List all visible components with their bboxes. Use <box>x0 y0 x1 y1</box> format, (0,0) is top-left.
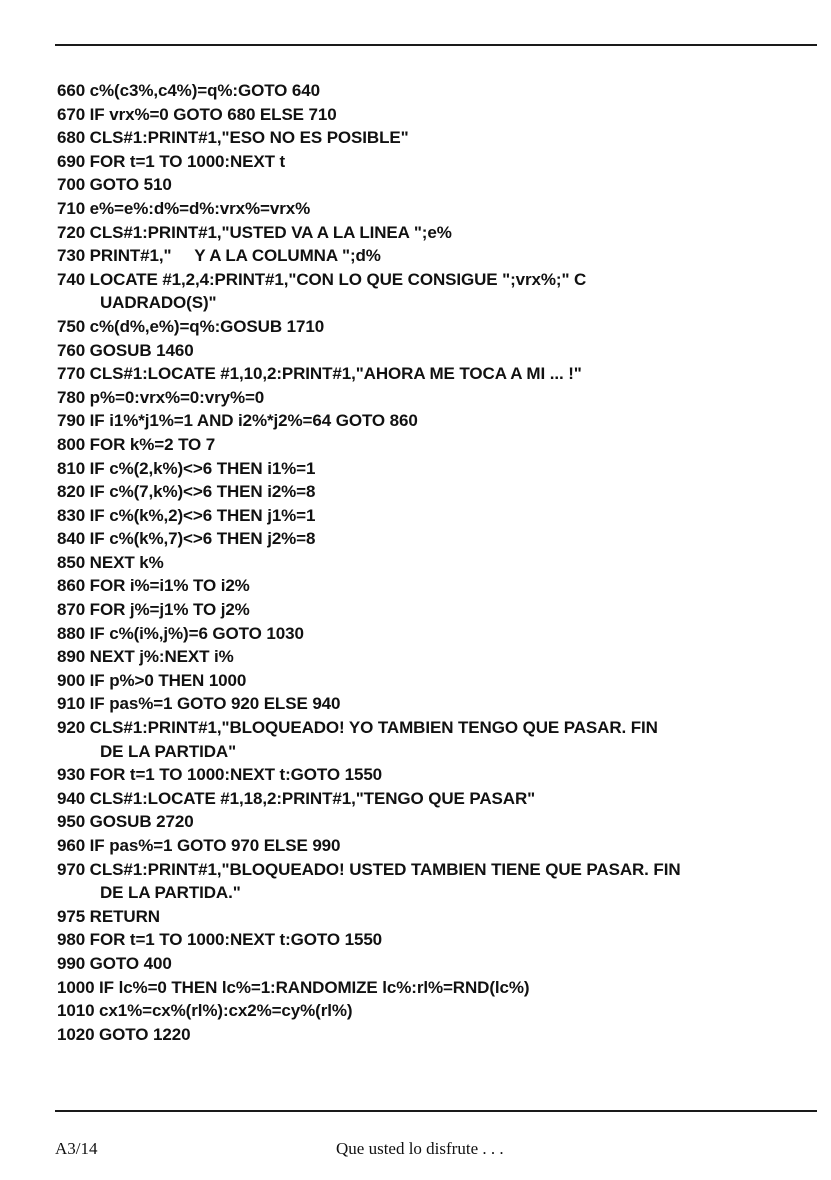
code-line <box>57 834 822 858</box>
code-line-text: 800 FOR k%=2 TO 7 <box>57 434 216 454</box>
code-line <box>57 79 822 103</box>
code-line <box>57 480 822 504</box>
code-line-text: 720 CLS#1:PRINT#1,"USTED VA A LA LINEA ";e% <box>57 222 452 242</box>
code-line-text: 980 FOR t=1 TO 1000:NEXT t:GOTO 1550 <box>57 930 383 950</box>
code-line-text: 820 IF c%(7,k%)<>6 THEN i2%=8 <box>57 482 316 502</box>
code-line-text: 870 FOR j%=j1% TO j2% <box>57 600 250 620</box>
code-line-text: 1000 IF lc%=0 THEN lc%=1:RANDOMIZE lc%:rl%=RND(lc%) <box>57 977 530 997</box>
code-line-text: 730 PRINT#1," Y A LA COLUMNA ";d% <box>57 246 381 266</box>
code-line <box>57 928 822 952</box>
code-line <box>57 810 822 834</box>
code-line-text: 930 FOR t=1 TO 1000:NEXT t:GOTO 1550 <box>57 765 383 785</box>
code-line <box>57 126 822 150</box>
code-line-continuation: DE LA PARTIDA" <box>100 741 237 761</box>
basic-code-listing <box>57 79 822 1046</box>
code-line <box>57 1023 822 1047</box>
code-line-text: 1010 cx1%=cx%(rl%):cx2%=cy%(rl%) <box>57 1001 353 1021</box>
code-line <box>57 622 822 646</box>
code-line-text: 780 p%=0:vrx%=0:vry%=0 <box>57 387 265 407</box>
code-line-text: 975 RETURN <box>57 906 160 926</box>
code-line-text: 880 IF c%(i%,j%)=6 GOTO 1030 <box>57 623 304 643</box>
code-line-text: 950 GOSUB 2720 <box>57 812 194 832</box>
code-line-text: 940 CLS#1:LOCATE #1,18,2:PRINT#1,"TENGO QUE PASAR" <box>57 788 536 808</box>
code-line <box>57 103 822 127</box>
code-line <box>57 551 822 575</box>
code-line-text: 1020 GOTO 1220 <box>57 1024 191 1044</box>
code-line <box>57 433 822 457</box>
code-line-text: 910 IF pas%=1 GOTO 920 ELSE 940 <box>57 694 341 714</box>
code-line-text: 890 NEXT j%:NEXT i% <box>57 647 234 667</box>
code-line <box>57 787 822 811</box>
code-line <box>57 574 822 598</box>
code-line-continuation: UADRADO(S)" <box>100 293 217 313</box>
code-line <box>57 716 822 763</box>
header-rule <box>55 44 817 46</box>
code-line <box>57 221 822 245</box>
code-line <box>57 976 822 1000</box>
code-line-text: 900 IF p%>0 THEN 1000 <box>57 670 247 690</box>
code-line <box>57 692 822 716</box>
code-line <box>57 952 822 976</box>
code-line-text: 830 IF c%(k%,2)<>6 THEN j1%=1 <box>57 505 316 525</box>
code-line-text: 840 IF c%(k%,7)<>6 THEN j2%=8 <box>57 529 316 549</box>
code-line-text: 710 e%=e%:d%=d%:vrx%=vrx% <box>57 198 311 218</box>
code-line <box>57 197 822 221</box>
footer-tagline: Que usted lo disfrute . . . <box>336 1139 504 1158</box>
code-line-continuation: DE LA PARTIDA." <box>100 883 241 903</box>
code-line-text: 850 NEXT k% <box>57 552 164 572</box>
code-line-text: 680 CLS#1:PRINT#1,"ESO NO ES POSIBLE" <box>57 128 409 148</box>
code-line <box>57 244 822 268</box>
code-line <box>57 409 822 433</box>
code-line-text: 660 c%(c3%,c4%)=q%:GOTO 640 <box>57 81 320 100</box>
code-line-text: 760 GOSUB 1460 <box>57 340 194 360</box>
code-line <box>57 386 822 410</box>
code-line-text: 690 FOR t=1 TO 1000:NEXT t <box>57 151 286 171</box>
code-line <box>57 645 822 669</box>
code-line <box>57 858 822 905</box>
code-line <box>57 504 822 528</box>
code-line <box>57 999 822 1023</box>
code-line <box>57 315 822 339</box>
code-line <box>57 268 822 315</box>
code-line-text: 740 LOCATE #1,2,4:PRINT#1,"CON LO QUE CONSIGUE ";vrx%;" C <box>57 269 587 289</box>
code-line <box>57 150 822 174</box>
page-number: A3/14 <box>55 1139 98 1158</box>
code-line-text: 750 c%(d%,e%)=q%:GOSUB 1710 <box>57 316 325 336</box>
code-line <box>57 763 822 787</box>
code-line <box>57 339 822 363</box>
code-line-text: 860 FOR i%=i1% TO i2% <box>57 576 250 596</box>
code-line <box>57 598 822 622</box>
code-line <box>57 669 822 693</box>
code-line-text: 810 IF c%(2,k%)<>6 THEN i1%=1 <box>57 458 316 478</box>
code-line-text: 970 CLS#1:PRINT#1,"BLOQUEADO! USTED TAMBIEN TIENE QUE PASAR. FIN <box>57 859 681 879</box>
code-line-text: 920 CLS#1:PRINT#1,"BLOQUEADO! YO TAMBIEN TENGO QUE PASAR. FIN <box>57 718 658 738</box>
code-line-text: 670 IF vrx%=0 GOTO 680 ELSE 710 <box>57 104 337 124</box>
code-line-text: 790 IF i1%*j1%=1 AND i2%*j2%=64 GOTO 860 <box>57 411 418 431</box>
code-line-text: 960 IF pas%=1 GOTO 970 ELSE 990 <box>57 836 341 855</box>
footer-rule <box>55 1110 817 1112</box>
code-line-text: 700 GOTO 510 <box>57 175 172 195</box>
code-line <box>57 527 822 551</box>
code-line-text: 990 GOTO 400 <box>57 953 172 973</box>
code-line <box>57 905 822 929</box>
code-line <box>57 457 822 481</box>
code-line <box>57 173 822 197</box>
code-line <box>57 362 822 386</box>
code-line-text: 770 CLS#1:LOCATE #1,10,2:PRINT#1,"AHORA ME TOCA A MI ... !" <box>57 364 582 384</box>
